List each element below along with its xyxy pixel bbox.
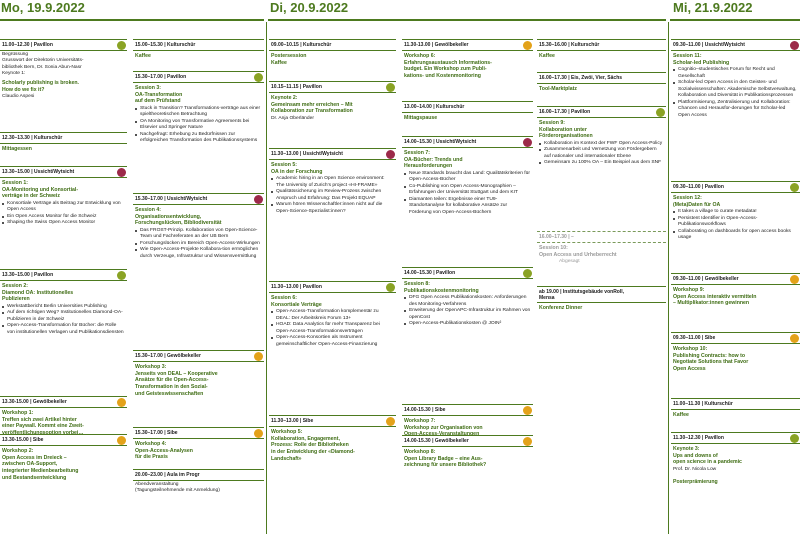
room-color-dot-icon <box>386 150 395 159</box>
talk-list <box>671 208 800 241</box>
talk-item: Gemeinsam zu 100% OA – Ein Beispiel aus dem SNF <box>539 160 664 166</box>
program-block <box>537 231 666 266</box>
talk-item: Neue Standards braucht das Land: Qualitätskriterien für Open-Access-Bücher <box>404 171 531 184</box>
talk-list <box>269 308 396 348</box>
room-color-dot-icon <box>523 269 532 278</box>
block-title: Workshop 3: Jenseits von DEAL – Kooperative Ansätze für die Open-Access- Transformation in den Sozial- und Geisteswissenschaften <box>135 364 218 397</box>
day-rule-tuesday <box>268 19 666 21</box>
room-color-dot-icon <box>790 275 799 284</box>
block-title: Scholarly publishing is broken. How do we fix it? <box>2 79 79 93</box>
day-wednesday: Mi, 21.9.2022 <box>673 0 753 15</box>
room-color-dot-icon <box>117 41 126 50</box>
time-room-header: 15.30–17.00 | Pavillon <box>133 71 264 83</box>
time-room-header: 09.30–11.00 | Ussicht/Wytsicht <box>671 39 800 51</box>
program-block <box>402 435 533 469</box>
block-title: Mittagessen <box>2 146 32 152</box>
time-room-header: 11.30-13.00 | Gewölbekeller <box>402 39 533 51</box>
block-title: Kaffee <box>539 53 555 59</box>
program-block <box>537 286 666 312</box>
room-color-dot-icon <box>254 195 263 204</box>
talk-list <box>133 227 264 260</box>
block-title: Session 8: Publikationskostenmonitoring <box>404 281 479 294</box>
time-room-header: 16.00–17.30 | Pavillon <box>537 106 666 118</box>
program-block <box>0 269 127 336</box>
block-title: Workshop 4: Open-Access-Analysen für die Praxis <box>135 441 193 461</box>
divider-tue-wed <box>668 22 669 534</box>
room-color-dot-icon <box>523 41 532 50</box>
time-room-header: 11.30–13.00 | Pavillon <box>269 281 396 293</box>
block-title: Workshop 6: Erfahrungsaustausch Informations- budget. Ein Workshop zum Publi- kations- und Kostenmonitoring <box>404 53 492 79</box>
time-room-header: 09.30–11.00 | Sibe <box>671 332 800 344</box>
talk-item: Forschungslücken im Bereich Open-Access-Wirkungen <box>135 241 262 247</box>
talk-list <box>0 303 127 336</box>
room-color-dot-icon <box>790 183 799 192</box>
time-room-header: 12.30–13.30 | Kulturschür <box>0 132 127 144</box>
room-color-dot-icon <box>117 436 126 445</box>
block-title: Session 5: OA in der Forschung <box>271 162 323 175</box>
talk-list <box>671 66 800 119</box>
block-title: Workshop 10: Publishing Contracts: how to Negotiate Solutions that Favor Open Access <box>673 346 749 372</box>
block-title: Keynote 2: Gemeinsam mehr erreichen – Mit Kollaboration zur Transformation <box>271 95 353 115</box>
block-title: Mittagspause <box>404 115 438 121</box>
day-rule-wednesday <box>670 19 800 21</box>
program-block <box>402 267 533 328</box>
block-title: Session 4: Organisationsentwicklung, Forschungslücken, Bibliodiversität <box>135 207 222 227</box>
talk-item: It takes a village to curate metadata! <box>673 209 798 215</box>
program-block <box>402 404 533 438</box>
talk-item: Persistent Identifier in Open-Access-Publikationsworkflows <box>673 216 798 229</box>
time-room-header: 14.00-15.30 | Gewölbekeller <box>402 435 533 447</box>
room-color-dot-icon <box>117 398 126 407</box>
program-block <box>133 193 264 260</box>
program-block <box>133 427 264 461</box>
block-title: Session 1: OA-Monitoring und Konsortial- verträge in der Schweiz <box>2 180 79 200</box>
time-room-header: ab 19.00 | Institutsgebäude vonRoll, Mensa <box>537 286 666 303</box>
room-color-dot-icon <box>656 108 665 117</box>
program-block <box>671 181 800 242</box>
speaker-name: Claudio Aspesi <box>2 94 35 100</box>
room-color-dot-icon <box>790 334 799 343</box>
program-block <box>0 396 127 437</box>
program-block <box>133 71 264 145</box>
time-room-header: 13.30-15.00 | Sibe <box>0 434 127 446</box>
talk-item: Zusammenarbeit und Vernetzung von Fördergebern auf nationaler und internationaler Ebene <box>539 147 664 160</box>
program-block <box>671 332 800 373</box>
block-text: Abendveranstaltung (Tagungsteilnehmende mit Anmeldung) <box>135 482 220 494</box>
block-title: Session 2: Diamond OA: Institutionelles Publizieren <box>2 283 74 303</box>
talk-item: Shaping the Swiss Open Access Monitor <box>2 220 125 226</box>
day-rule-monday <box>0 19 264 21</box>
speaker-name: Dr. Anja Oberländer <box>271 115 314 121</box>
time-room-header: 13.30–15.00 | Pavillon <box>0 269 127 281</box>
time-room-header: 15.30–17.00 | Sibe <box>133 427 264 439</box>
talk-list <box>133 105 264 145</box>
talk-item: Erweiterung der OpenAPC-Infrastruktur im Rahmen von openCost <box>404 308 531 321</box>
talk-item: Nachgefragt: Erhebung zu Bedürfnissen zur erfolgreichen Transformation des Publikationssystems <box>135 132 262 145</box>
block-title: Postersession Kaffee <box>271 53 307 66</box>
talk-list <box>402 170 533 216</box>
talk-list <box>269 175 396 215</box>
block-title: Workshop 2: Open Access im Dreieck – zwischen OA-Support, integrierter Medienbearbeitung und Bestandsentwicklung <box>2 448 79 481</box>
room-color-dot-icon <box>386 417 395 426</box>
block-title: Workshop 9: Open Access interaktiv vermitteln – Multiplikator:innen gewinnen <box>673 287 757 307</box>
room-color-dot-icon <box>523 406 532 415</box>
time-room-header: 11.30–13.00 | Ussicht/Wytsicht <box>269 148 396 160</box>
time-room-header: 15.30–17.00 | Gewölbekeller <box>133 350 264 362</box>
program-block <box>671 432 800 486</box>
room-color-dot-icon <box>117 168 126 177</box>
block-title: Session 6: Konsortiale Verträge <box>271 295 322 308</box>
program-block <box>537 72 666 93</box>
time-room-header: 14.00-15.30 | Sibe <box>402 404 533 416</box>
talk-item: Diamanten teilen: Ergebnisse einer TU9-Standortanalyse für kollaborative Ansätze zur Förderung von Open-Access-Büchern <box>404 197 531 216</box>
talk-item: Open-Access-Transformation für Bücher: die Rolle von institutionellen Verlagen und Publikationsdiensten <box>2 323 125 336</box>
block-title: Workshop 8: Open Library Badge – eine Aus- zeichnung für unsere Bibliothek? <box>404 449 487 469</box>
time-room-header: 09.00–10.15 | Kulturschür <box>269 39 396 51</box>
room-color-dot-icon <box>790 41 799 50</box>
block-title: Session 12: (Meta)Daten für OA <box>673 195 721 208</box>
room-color-dot-icon <box>254 429 263 438</box>
program-block <box>402 136 533 216</box>
program-block <box>671 398 800 419</box>
time-room-header: 16.00–17.30 | Eis, Zwöi, Vier, Sächs <box>537 72 666 84</box>
day-tuesday: Di, 20.9.2022 <box>270 0 349 15</box>
room-color-dot-icon <box>523 138 532 147</box>
cancelled-note: Abgesagt <box>559 259 580 265</box>
time-room-header: 11.30–12.30 | Pavillon <box>671 432 800 444</box>
time-room-header: 13.00–14.00 | Kulturschür <box>402 101 533 113</box>
program-block <box>269 281 396 348</box>
program-block <box>671 39 800 119</box>
talk-item: HOAD: Data Analytics für mehr Transparenz bei Open-Access-Transformationsverträgen <box>271 322 394 335</box>
program-block <box>402 39 533 80</box>
time-room-header: 15.30–17.00 | Ussicht/Wytsicht <box>133 193 264 205</box>
block-title: Workshop 5: Kollaboration, Engagement, Prozess: Rolle der Bibliotheken in der Entwicklung der «Diamond- Landschaft» <box>271 429 355 462</box>
talk-item: Open-Access-Transformation komplementär zu DEAL: Der Arbeitskreis Forum 13+ <box>271 309 394 322</box>
block-title: Session 11: Scholar-led Publishing <box>673 53 730 66</box>
block-title: Konferenz Dinner <box>539 305 583 311</box>
talk-list <box>537 140 666 167</box>
program-block <box>671 273 800 307</box>
talk-item: DFG Open Access Publikationskosten: Anforderungen des Monitoring-Verfahrens <box>404 295 531 308</box>
talk-item: Scholar-led Open Access in den Geistes- und Sozialwissenschaften: Akademische Selbstverwaltung, Kollaboration und Diversität in Publikationsprozessen <box>673 80 798 99</box>
time-room-header: 11.00–11.30 | Kulturschür <box>671 398 800 410</box>
block-title: Kaffee <box>673 412 689 418</box>
talk-item: Konsortiale Verträge als Beitrag zur Entwicklung von Open Access <box>2 201 125 214</box>
talk-item: Academic hiring in an Open Science environment: The University of Zurich's project «HI-FRAME» <box>271 176 394 189</box>
time-room-header: 11.00–12.30 | Pavillon <box>0 39 127 51</box>
talk-item: Stuck in Transition? Transformations-verträge aus einer spieltheoretischen Betrachtung <box>135 106 262 119</box>
talk-item: Wie Open-Access-Projekte Kollabora-tion ermöglichen durch Verzeuge, Infrastruktur und Wissensvermittlung <box>135 247 262 260</box>
talk-item: Cognitio–studentisches Forum für Recht und Gesellschaft <box>673 67 798 80</box>
talk-item: Das FROST-Prinzip. Kollaboration von Open-Science-Team und Fachreferaten an der UB Bern <box>135 228 262 241</box>
talk-item: Warum hören Wissenschaftler:innen nicht auf die Open-Science-Spezialist:innen? <box>271 202 394 215</box>
block-title: Session 3: OA-Transformation auf dem Prüfstand <box>135 85 183 105</box>
time-room-header: 15.00–15.30 | Kulturschür <box>133 39 264 51</box>
time-room-header: 09.30–11.00 | Pavillon <box>671 181 800 193</box>
block-title: Tool-Marktplatz <box>539 86 577 92</box>
program-block <box>269 39 396 66</box>
room-color-dot-icon <box>790 434 799 443</box>
talk-item: Co-Publishing von Open Access-Monographien – Erfahrungen der Universität Stuttgart und dem KIT <box>404 184 531 197</box>
block-title-cancelled: Session 10: Open Access und Urheberrecht <box>539 245 617 258</box>
program-block <box>402 101 533 122</box>
room-color-dot-icon <box>523 437 532 446</box>
block-title: Keynote 3: Ups and downs of open science in a pandemic <box>673 446 742 466</box>
talk-item: Open-Access-Konsortien als Instrument gemeinschaftlicher Open-Access-Finanzierung <box>271 335 394 348</box>
program-block <box>537 106 666 167</box>
program-block <box>537 39 666 60</box>
block-title: Workshop 1: Treffen sich zwei Artikel hinter einer Paywall. Kommt eine Zweit- veröffentlichungsoption vorbei… <box>2 410 84 436</box>
program-block <box>269 415 396 462</box>
time-room-header: 14.00–15.30 | Pavillon <box>402 267 533 279</box>
talk-item: Werkstattbericht Berlin Universities Publishing <box>2 304 125 310</box>
program-block <box>133 469 264 495</box>
time-room-header: 13.30-15.00 | Gewölbekeller <box>0 396 127 408</box>
block-title-secondary: Posterprämierung <box>673 479 718 486</box>
talk-item: Qualitätssicherung im Review-Prozess zwischen Anspruch und Erfahrung: Das Projekt EQUAP <box>271 189 394 202</box>
program-block <box>269 148 396 215</box>
talk-list <box>0 200 127 227</box>
block-title: Session 7: OA-Bücher: Trends und Herausforderungen <box>404 150 463 170</box>
program-block <box>0 166 127 227</box>
time-room-header: 20.00–23.00 | Aula im Progr <box>133 469 264 481</box>
time-room-header: 13.30–15.00 | Ussicht/Wytsicht <box>0 166 127 178</box>
talk-item: Plattformisierung, Zentralisierung und Kollaboration: Chancen und Herausfor-derungen für Scholar-led Open Access <box>673 100 798 119</box>
room-color-dot-icon <box>254 73 263 82</box>
time-room-header: 10.15–11.15 | Pavillon <box>269 81 396 93</box>
talk-item: Auf dem richtigen Weg? Institutionelles Diamond-OA-Publizieren in der Schweiz <box>2 310 125 323</box>
program-block <box>133 350 264 397</box>
day-monday: Mo, 19.9.2022 <box>1 0 85 15</box>
room-color-dot-icon <box>386 283 395 292</box>
program-block <box>0 39 127 101</box>
block-text: Begrüssung Grusswort der Direktorin Universitäts- bibliothek Bern, Dr. Sonia Abun-Nasr Keynote 1: <box>2 52 84 77</box>
speaker-name: Prof. Dr. Nicola Low <box>673 466 717 472</box>
time-room-header: 11.30–13.00 | Sibe <box>269 415 396 427</box>
block-title: Workshop 7: Workshop zur Organisation von Open-Access-Veranstaltungen <box>404 418 483 438</box>
time-room-header: 16.00–17.30 | – <box>537 231 666 243</box>
divider-mon-tue <box>266 22 267 534</box>
block-title: Kaffee <box>135 53 151 59</box>
room-color-dot-icon <box>117 271 126 280</box>
program-block <box>0 132 127 153</box>
talk-item: OA Monitoring von Transformative Agreements bei Elsevier und Springer Nature <box>135 119 262 132</box>
talk-item: Collaborating on dashboards for open access books usage <box>673 229 798 242</box>
room-color-dot-icon <box>254 352 263 361</box>
talk-item: Open-Access-Publikationskosten @ JOIN² <box>404 321 531 327</box>
time-room-header: 09.30–11.00 | Gewölbekeller <box>671 273 800 285</box>
program-block <box>0 434 127 481</box>
program-block <box>269 81 396 122</box>
talk-list <box>402 294 533 327</box>
room-color-dot-icon <box>386 83 395 92</box>
time-room-header: 14.00–15.30 | Ussicht/Wytsicht <box>402 136 533 148</box>
talk-item: Ein Open Access Monitor für die Schweiz <box>2 214 125 220</box>
program-block <box>133 39 264 60</box>
time-room-header: 15.30–16.00 | Kulturschür <box>537 39 666 51</box>
talk-item: Kollaboration im Kontext der FWF Open Access-Policy <box>539 141 664 147</box>
block-title: Session 9: Kollaboration unter Förderorganisationen <box>539 120 593 140</box>
